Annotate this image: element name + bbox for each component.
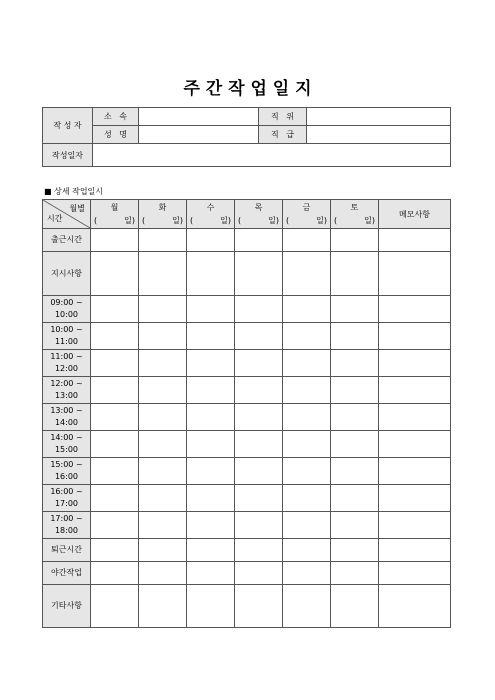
day-cell[interactable]: [235, 229, 283, 252]
row-label: 13:00 ~ 14:00: [43, 404, 91, 431]
day-cell[interactable]: [187, 323, 235, 350]
day-cell[interactable]: [283, 512, 331, 539]
memo-cell[interactable]: [379, 539, 451, 562]
table-row: [43, 296, 451, 323]
day-cell[interactable]: [331, 485, 379, 512]
author-info-table: [42, 107, 451, 167]
day-cell[interactable]: [187, 229, 235, 252]
day-paren-open: (: [190, 216, 194, 225]
name-field[interactable]: [139, 126, 259, 144]
day-header-2: [187, 200, 235, 229]
rank-field[interactable]: [307, 126, 451, 144]
memo-cell[interactable]: [379, 562, 451, 585]
table-row: [43, 562, 451, 585]
day-cell[interactable]: [187, 350, 235, 377]
table-row: [43, 458, 451, 485]
row-label: 출근시간: [43, 229, 91, 252]
day-cell[interactable]: [331, 585, 379, 628]
day-paren-close: 일): [268, 216, 279, 225]
memo-cell[interactable]: [379, 323, 451, 350]
day-cell[interactable]: [187, 458, 235, 485]
table-row: [43, 485, 451, 512]
day-cell[interactable]: [187, 539, 235, 562]
corner-time-label: 시간: [47, 214, 63, 223]
day-cell[interactable]: [283, 296, 331, 323]
row-label: 16:00 ~ 17:00: [43, 485, 91, 512]
weekly-log-table: [42, 199, 451, 628]
day-cell[interactable]: [331, 377, 379, 404]
day-cell[interactable]: [187, 431, 235, 458]
row-label: 09:00 ~ 10:00: [43, 296, 91, 323]
affiliation-label: 소 속: [93, 108, 139, 126]
position-field[interactable]: [307, 108, 451, 126]
day-paren-open: (: [334, 216, 338, 225]
day-cell[interactable]: [331, 539, 379, 562]
table-row: [43, 585, 451, 628]
row-label: 17:00 ~ 18:00: [43, 512, 91, 539]
day-cell[interactable]: [91, 458, 139, 485]
day-name: 수: [206, 203, 215, 212]
table-row: [43, 431, 451, 458]
day-cell[interactable]: [187, 377, 235, 404]
day-cell[interactable]: [283, 585, 331, 628]
name-label: 성 명: [93, 126, 139, 144]
day-cell[interactable]: [187, 512, 235, 539]
day-cell[interactable]: [91, 539, 139, 562]
day-cell[interactable]: [187, 562, 235, 585]
row-label: 퇴근시간: [43, 539, 91, 562]
memo-cell[interactable]: [379, 252, 451, 296]
author-label: 작 성 자: [43, 108, 93, 144]
day-cell[interactable]: [283, 458, 331, 485]
day-header-5: [331, 200, 379, 229]
day-cell[interactable]: [91, 296, 139, 323]
memo-cell[interactable]: [379, 229, 451, 252]
day-cell[interactable]: [139, 252, 187, 296]
day-cell[interactable]: [139, 512, 187, 539]
day-cell[interactable]: [187, 404, 235, 431]
row-label: 15:00 ~ 16:00: [43, 458, 91, 485]
day-name: 목: [254, 203, 263, 212]
rank-label: 직 급: [259, 126, 307, 144]
memo-cell[interactable]: [379, 458, 451, 485]
day-cell[interactable]: [331, 404, 379, 431]
day-cell[interactable]: [331, 562, 379, 585]
day-paren-close: 일): [172, 216, 183, 225]
day-cell[interactable]: [139, 350, 187, 377]
day-cell[interactable]: [187, 585, 235, 628]
day-cell[interactable]: [91, 431, 139, 458]
day-cell[interactable]: [283, 350, 331, 377]
date-field[interactable]: [93, 144, 451, 167]
day-cell[interactable]: [91, 229, 139, 252]
memo-cell[interactable]: [379, 377, 451, 404]
day-cell[interactable]: [235, 431, 283, 458]
row-label: 14:00 ~ 15:00: [43, 431, 91, 458]
memo-cell[interactable]: [379, 585, 451, 628]
table-row: [43, 539, 451, 562]
day-cell[interactable]: [91, 562, 139, 585]
memo-cell[interactable]: [379, 485, 451, 512]
day-paren-close: 일): [220, 216, 231, 225]
day-cell[interactable]: [331, 323, 379, 350]
row-label: 12:00 ~ 13:00: [43, 377, 91, 404]
day-cell[interactable]: [331, 252, 379, 296]
day-paren-close: 일): [316, 216, 327, 225]
day-cell[interactable]: [187, 296, 235, 323]
day-cell[interactable]: [235, 252, 283, 296]
day-cell[interactable]: [91, 323, 139, 350]
memo-cell[interactable]: [379, 512, 451, 539]
corner-header: [43, 200, 91, 229]
day-cell[interactable]: [187, 485, 235, 512]
memo-cell[interactable]: [379, 296, 451, 323]
day-cell[interactable]: [187, 252, 235, 296]
row-label: 야간작업: [43, 562, 91, 585]
day-name: 토: [350, 203, 359, 212]
corner-month-label: 월별: [69, 204, 85, 213]
day-header-3: [235, 200, 283, 229]
day-cell[interactable]: [235, 512, 283, 539]
table-row: [43, 512, 451, 539]
day-cell[interactable]: [331, 512, 379, 539]
day-cell[interactable]: [91, 252, 139, 296]
day-cell[interactable]: [139, 458, 187, 485]
day-cell[interactable]: [283, 485, 331, 512]
day-paren-open: (: [286, 216, 290, 225]
day-cell[interactable]: [235, 539, 283, 562]
day-cell[interactable]: [91, 512, 139, 539]
day-cell[interactable]: [139, 585, 187, 628]
day-name: 화: [158, 203, 167, 212]
table-row: [43, 323, 451, 350]
day-cell[interactable]: [235, 404, 283, 431]
day-cell[interactable]: [139, 562, 187, 585]
row-label: 10:00 ~ 11:00: [43, 323, 91, 350]
section-title: ■ 상세 작업일시: [44, 187, 104, 196]
day-cell[interactable]: [331, 296, 379, 323]
day-cell[interactable]: [283, 252, 331, 296]
table-row: [43, 377, 451, 404]
day-header-0: [91, 200, 139, 229]
day-name: 금: [302, 203, 311, 212]
table-row: [43, 252, 451, 296]
day-cell[interactable]: [235, 296, 283, 323]
day-cell[interactable]: [139, 404, 187, 431]
day-cell[interactable]: [91, 404, 139, 431]
day-paren-close: 일): [364, 216, 375, 225]
day-cell[interactable]: [139, 229, 187, 252]
row-label: 11:00 ~ 12:00: [43, 350, 91, 377]
day-cell[interactable]: [235, 458, 283, 485]
memo-cell[interactable]: [379, 431, 451, 458]
day-cell[interactable]: [139, 296, 187, 323]
memo-cell[interactable]: [379, 350, 451, 377]
position-label: 직 위: [259, 108, 307, 126]
day-cell[interactable]: [283, 562, 331, 585]
page-title: 주 간 작 업 일 지: [183, 79, 312, 99]
row-label: 기타사항: [43, 585, 91, 628]
day-cell[interactable]: [331, 350, 379, 377]
day-name: 월: [110, 203, 119, 212]
day-header-4: [283, 200, 331, 229]
day-cell[interactable]: [91, 485, 139, 512]
day-cell[interactable]: [139, 323, 187, 350]
day-cell[interactable]: [235, 377, 283, 404]
day-cell[interactable]: [91, 585, 139, 628]
day-cell[interactable]: [91, 377, 139, 404]
day-paren-close: 일): [124, 216, 135, 225]
memo-header: 메모사항: [379, 200, 451, 229]
day-cell[interactable]: [91, 350, 139, 377]
date-label: 작성일자: [43, 144, 93, 167]
day-cell[interactable]: [235, 485, 283, 512]
day-cell[interactable]: [139, 377, 187, 404]
row-label: 지시사항: [43, 252, 91, 296]
day-cell[interactable]: [331, 458, 379, 485]
affiliation-field[interactable]: [139, 108, 259, 126]
day-cell[interactable]: [283, 229, 331, 252]
day-cell[interactable]: [283, 323, 331, 350]
day-paren-open: (: [94, 216, 98, 225]
day-cell[interactable]: [235, 585, 283, 628]
table-row: [43, 404, 451, 431]
memo-cell[interactable]: [379, 404, 451, 431]
day-paren-open: (: [238, 216, 242, 225]
day-cell[interactable]: [139, 431, 187, 458]
day-cell[interactable]: [139, 539, 187, 562]
day-cell[interactable]: [283, 377, 331, 404]
day-cell[interactable]: [331, 431, 379, 458]
day-cell[interactable]: [235, 350, 283, 377]
day-cell[interactable]: [283, 539, 331, 562]
day-paren-open: (: [142, 216, 146, 225]
day-cell[interactable]: [331, 229, 379, 252]
table-row: [43, 350, 451, 377]
day-cell[interactable]: [283, 431, 331, 458]
day-header-1: [139, 200, 187, 229]
day-cell[interactable]: [235, 562, 283, 585]
day-cell[interactable]: [139, 485, 187, 512]
day-cell[interactable]: [283, 404, 331, 431]
table-row: [43, 229, 451, 252]
day-cell[interactable]: [235, 323, 283, 350]
